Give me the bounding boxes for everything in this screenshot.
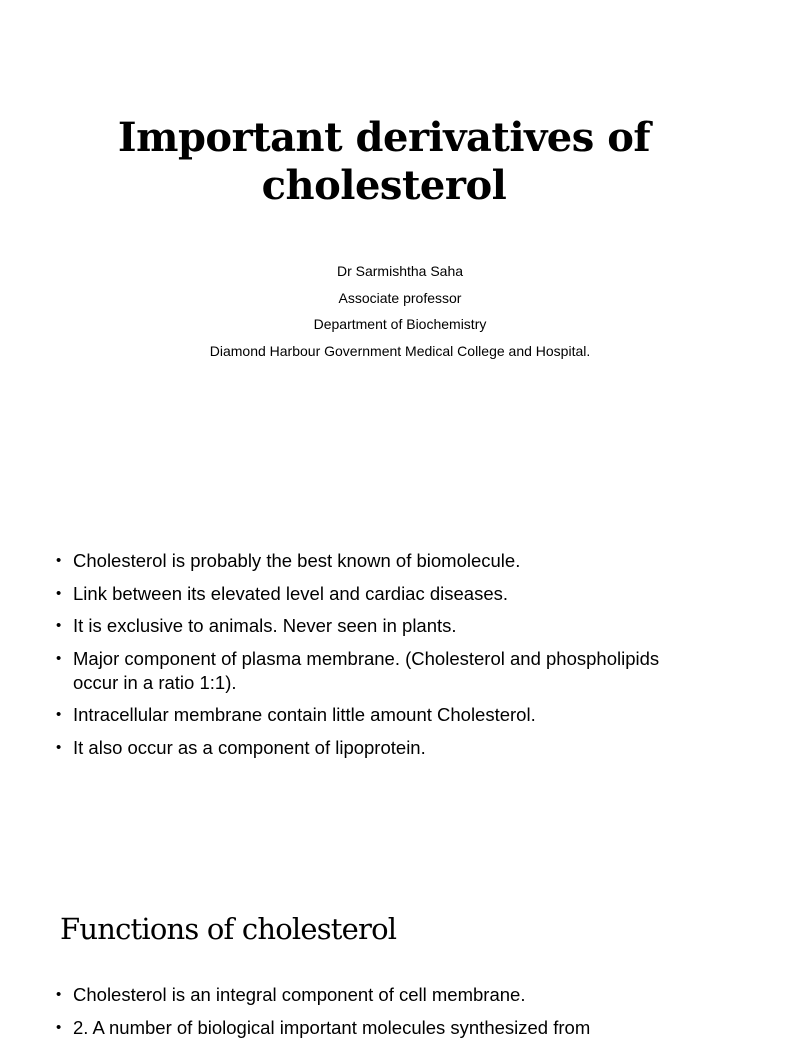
bullet-item: • Intracellular membrane contain little amount Cholesterol. xyxy=(56,703,696,727)
bullet-item: • Cholesterol is an integral component of cell membrane. xyxy=(56,983,696,1007)
bullet-item: • Link between its elevated level and cardiac diseases. xyxy=(56,582,696,606)
slide-title xyxy=(0,0,768,506)
overview-bullet-list xyxy=(56,549,696,768)
author-position: Associate professor xyxy=(338,289,462,306)
slide-functions xyxy=(0,872,768,1038)
author-name: Dr Sarmishtha Saha xyxy=(336,263,464,279)
functions-heading: Functions of cholesterol xyxy=(60,912,397,946)
bullet-item: • It also occur as a component of lipoprotein. xyxy=(56,736,696,760)
author-block xyxy=(0,258,800,364)
bullet-item: • 2. A number of biological important molecules synthesized from xyxy=(56,1016,696,1040)
author-institution: Diamond Harbour Government Medical College and Hospital. xyxy=(209,342,591,359)
author-department: Department of Biochemistry xyxy=(313,316,487,332)
title-line: cholesterol xyxy=(261,162,507,209)
slide-cholesterol-overview xyxy=(0,506,768,872)
title-line: Important derivatives of xyxy=(117,114,651,161)
functions-bullet-list xyxy=(56,983,696,1048)
bullet-item: • It is exclusive to animals. Never seen in plants. xyxy=(56,614,696,638)
bullet-item: • Cholesterol is probably the best known of biomolecule. xyxy=(56,549,696,573)
bullet-item: • Major component of plasma membrane. (Cholesterol and phospholipids occur in a ratio 1:1). xyxy=(56,647,696,695)
slide-title-heading xyxy=(0,114,768,210)
